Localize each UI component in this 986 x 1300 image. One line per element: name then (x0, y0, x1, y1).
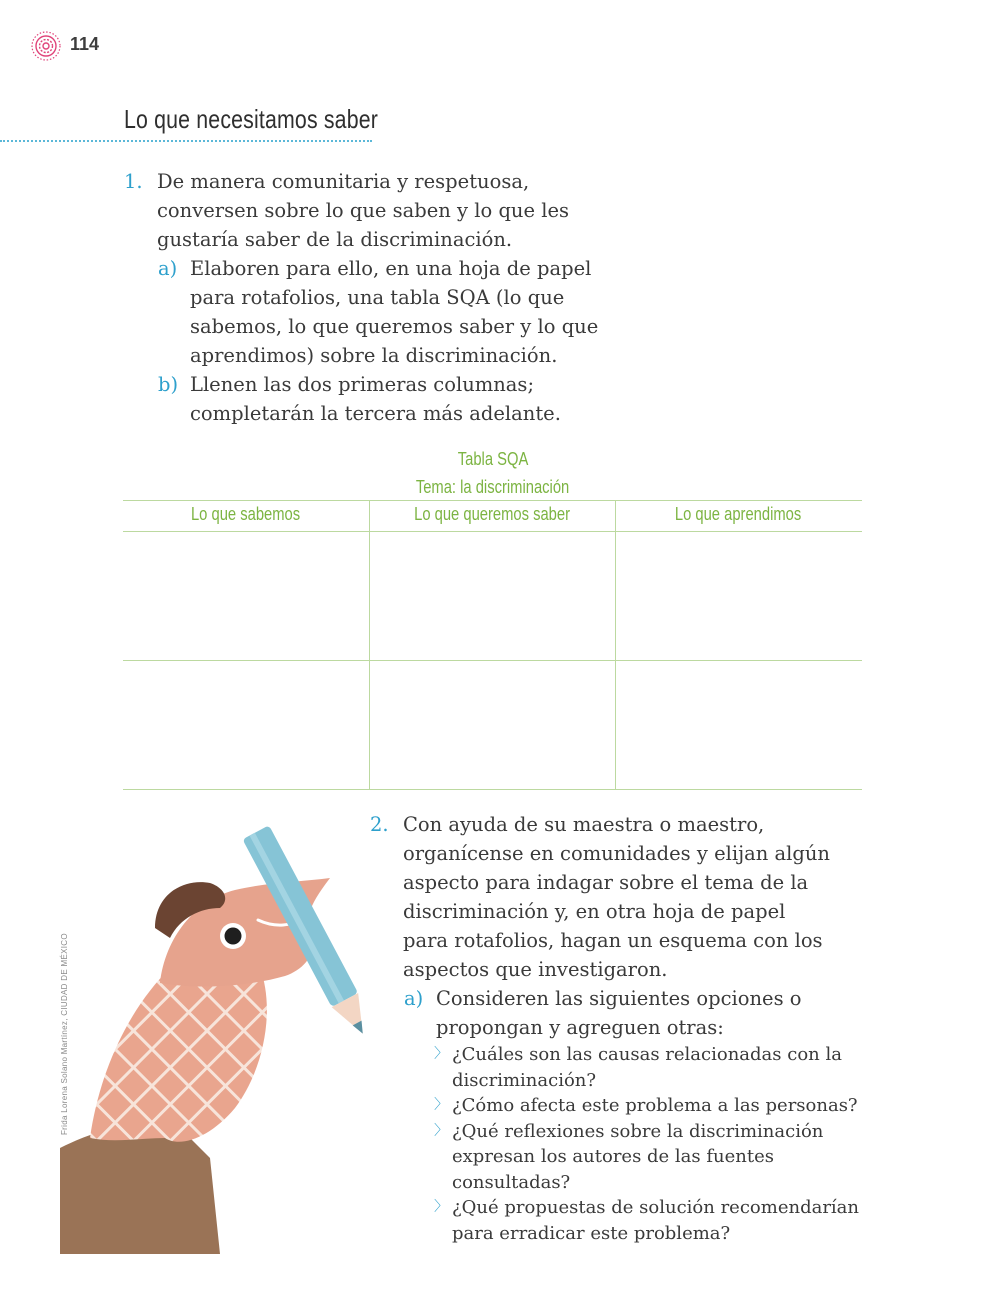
bullet-line: consultadas? (452, 1171, 571, 1193)
bullet-line: ¿Qué reflexiones sobre la discriminación (452, 1120, 824, 1142)
q2-line: aspectos que investigaron. (403, 958, 668, 981)
list-item (370, 1042, 870, 1093)
table-cell[interactable] (123, 661, 369, 789)
q2-line: Con ayuda de su maestra o maestro, (403, 813, 765, 836)
sqa-table (123, 500, 862, 790)
illustration-credit: Frida Lorena Solano Martínez, CIUDAD DE MÉXICO (60, 933, 69, 1135)
bullet-line: expresan los autores de las fuentes (452, 1146, 774, 1167)
table-header-queremos-saber: Lo que queremos saber (414, 504, 570, 524)
ornament-icon (30, 30, 62, 62)
list-item (370, 1093, 870, 1119)
q1-line: gustaría saber de la discriminación. (157, 228, 513, 251)
table-cell[interactable] (615, 661, 861, 789)
q2-a-line: Consideren las siguientes opciones o (436, 987, 802, 1010)
q1-a-line: Elaboren para ello, en una hoja de papel (190, 257, 592, 280)
table-header-sabemos: Lo que sabemos (191, 504, 301, 524)
question-2 (370, 810, 870, 1246)
q2-line: aspecto para indagar sobre el tema de la (403, 871, 809, 894)
q2-a-line: propongan y agreguen otras: (436, 1016, 724, 1039)
q2-line: discriminación y, en otra hoja de papel (403, 900, 786, 923)
list-item (370, 1195, 870, 1246)
q2-line: para rotafolios, hagan un esquema con los (403, 929, 823, 952)
q2-a-letter: a) (404, 987, 424, 1010)
page-number: 114 (70, 34, 100, 54)
table-cell[interactable] (123, 532, 369, 660)
table-subtitle: Tema: la discriminación (416, 477, 570, 497)
question-1-number: 1. (124, 170, 143, 193)
bullet-line: discriminación? (452, 1069, 597, 1091)
q2-bullet-list (370, 1042, 870, 1246)
list-item (370, 1119, 870, 1196)
q1-b-letter: b) (158, 373, 179, 396)
question-1 (124, 167, 644, 428)
q1-a-line: para rotafolios, una tabla SQA (lo que (190, 286, 565, 309)
section-title: Lo que necesitamos saber (124, 104, 379, 134)
chevron-right-icon: 〉 (434, 1122, 448, 1139)
q1-a-line: sabemos, lo que queremos saber y lo que (190, 315, 599, 338)
question-2-number: 2. (370, 813, 389, 836)
table-cell[interactable] (369, 532, 615, 660)
table-cell[interactable] (615, 532, 861, 660)
q1-line: De manera comunitaria y respetuosa, (157, 170, 530, 193)
q1-b-line: completarán la tercera más adelante. (190, 402, 561, 425)
chevron-right-icon: 〉 (434, 1199, 448, 1215)
q1-a-line: aprendimos) sobre la discriminación. (190, 344, 558, 367)
bullet-line: para erradicar este problema? (452, 1222, 731, 1244)
bullet-line: ¿Qué propuestas de solución recomendarían (452, 1197, 860, 1218)
hand-with-pencil-illustration (60, 808, 380, 1254)
q1-b-line: Llenen las dos primeras columnas; (190, 373, 535, 396)
q1-a-letter: a) (158, 257, 178, 280)
q2-line: organícense en comunidades y elijan algún (403, 842, 830, 865)
bullet-line: ¿Cuáles son las causas relacionadas con la (452, 1044, 842, 1065)
chevron-right-icon: 〉 (434, 1046, 448, 1062)
q1-line: conversen sobre lo que saben y lo que les (157, 199, 570, 222)
chevron-right-icon: 〉 (434, 1097, 448, 1113)
bullet-line: ¿Cómo afecta este problema a las personas? (452, 1095, 858, 1116)
section-divider (0, 140, 372, 142)
table-cell[interactable] (369, 661, 615, 789)
table-header-aprendimos: Lo que aprendimos (674, 504, 802, 524)
table-title: Tabla SQA (457, 449, 529, 469)
